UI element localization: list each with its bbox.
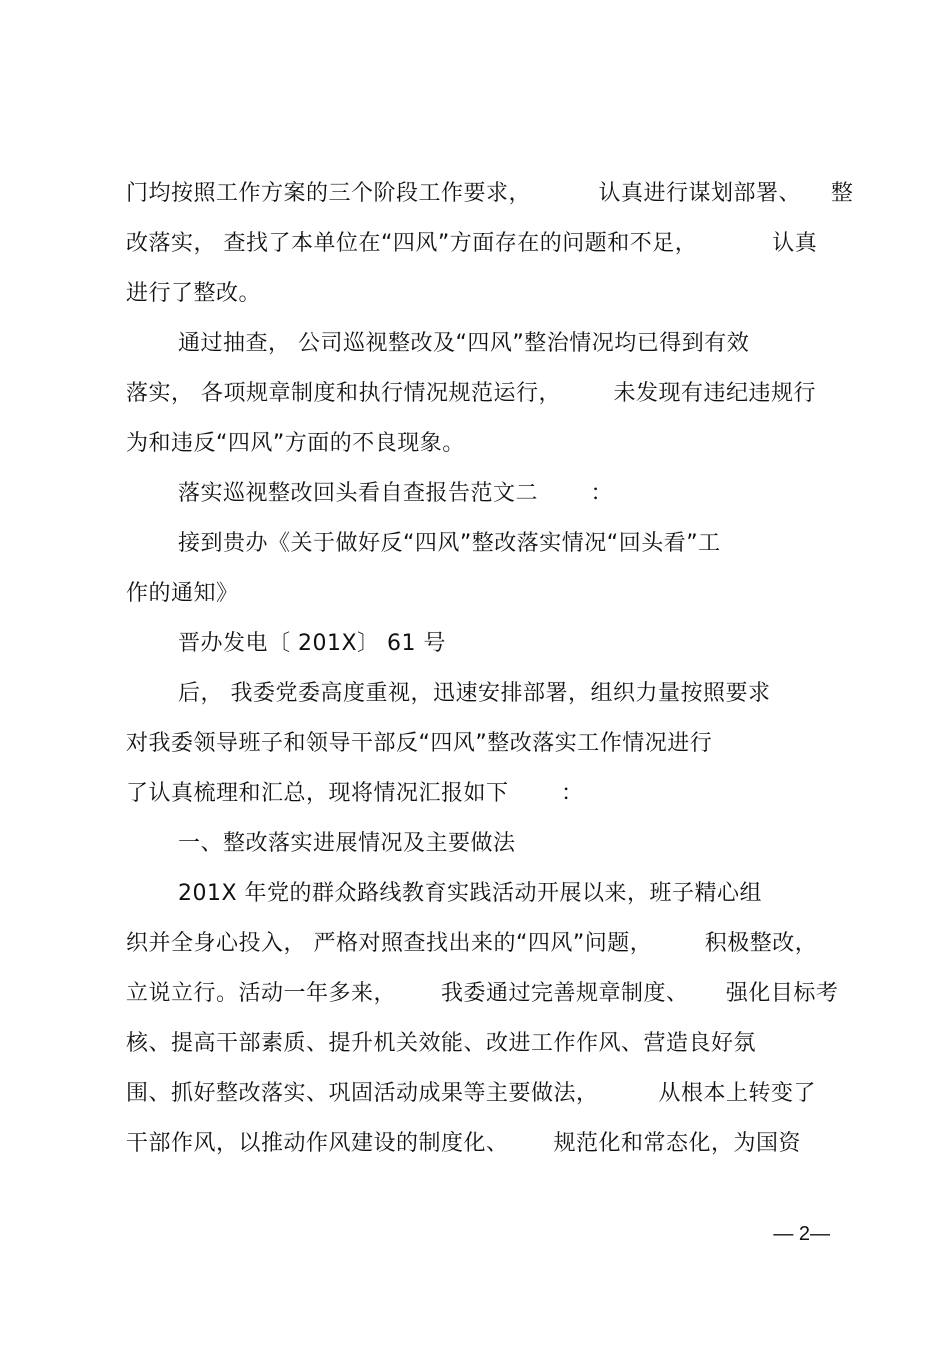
- page-number: — 2—: [773, 1223, 830, 1245]
- text-line: 作的通知》: [126, 581, 239, 606]
- text-line: 干部作风，以推动作风建设的制度化、 规范化和常态化，为国资: [126, 1131, 801, 1156]
- text-line: 通过抽查， 公司巡视整改及“四风”整治情况均已得到有效: [178, 331, 750, 356]
- text-line: 围、抓好整改落实、巩固活动成果等主要做法， 从根本上转变了: [126, 1081, 816, 1106]
- text-line: 晋办发电〔 201X〕 61 号: [178, 631, 447, 656]
- text-line: 201X 年党的群众路线教育实践活动开展以来，班子精心组: [178, 881, 763, 906]
- text-line: 进行了整改。: [126, 281, 262, 306]
- text-line: 核、提高干部素质、提升机关效能、改进工作作风、营造良好氛: [126, 1031, 757, 1056]
- section-heading: 落实巡视整改回头看自查报告范文二 ：: [178, 481, 613, 506]
- text-line: 改落实， 查找了本单位在“四风”方面存在的问题和不足， 认真: [126, 231, 818, 256]
- text-line: 了认真梳理和汇总，现将情况汇报如下 ：: [126, 781, 584, 806]
- text-line: 门均按照工作方案的三个阶段工作要求， 认真进行谋划部署、 整: [126, 181, 854, 206]
- text-line: 立说立行。活动一年多来， 我委通过完善规章制度、 强化目标考: [126, 981, 839, 1006]
- text-line: 对我委领导班子和领导干部反“四风”整改落实工作情况进行: [126, 731, 713, 756]
- text-line: 后， 我委党委高度重视，迅速安排部署，组织力量按照要求: [178, 681, 771, 706]
- text-line: 织并全身心投入， 严格对照查找出来的“四风”问题， 积极整改，: [126, 931, 818, 956]
- text-line: 接到贵办《关于做好反“四风”整改落实情况“回头看”工: [178, 531, 721, 556]
- text-line: 为和违反“四风”方面的不良现象。: [126, 431, 465, 456]
- section-heading: 一、整改落实进展情况及主要做法: [178, 831, 516, 856]
- text-line: 落实， 各项规章制度和执行情况规范运行， 未发现有违纪违规行: [126, 381, 816, 406]
